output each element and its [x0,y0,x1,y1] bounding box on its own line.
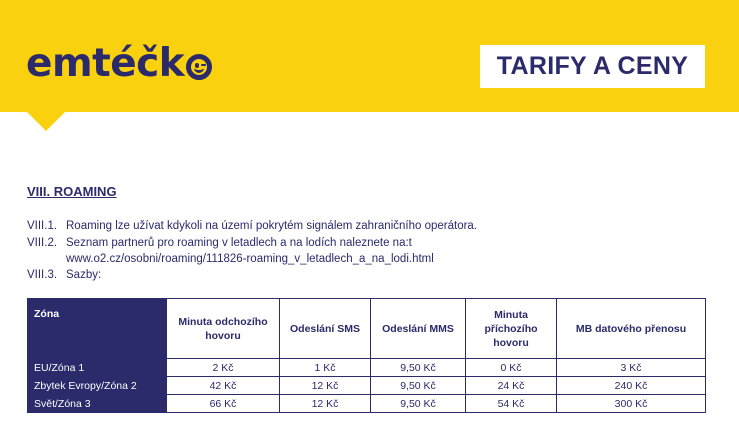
rate-cell: 1 Kč [280,359,371,377]
table-header-row [28,299,706,359]
rate-cell: 2 Kč [167,359,280,377]
smiley-icon [186,54,212,80]
paragraph-text: Seznam partnerů pro roaming v letadlech a na lodích naleznete na:t [66,237,412,249]
emtecko-logo [26,41,212,86]
paragraph-text: Roaming lze užívat kdykoli na území pokrytém signálem zahraničního operátora. [66,220,478,232]
rate-cell: 9,50 Kč [371,395,466,413]
rate-cell: 24 Kč [466,377,557,395]
rate-cell: 12 Kč [280,395,371,413]
zone-cell: Zbytek Evropy/Zóna 2 [28,377,167,395]
table-row [28,359,706,377]
banner-notch [27,112,65,131]
column-header-sms: Odeslání SMS [280,299,371,359]
rate-cell: 12 Kč [280,377,371,395]
rate-cell: 3 Kč [557,359,706,377]
paragraph-text: Sazby: [66,269,102,281]
table-row [28,377,706,395]
paragraph-number: VIII.2. [27,237,58,249]
column-header-mms: Odeslání MMS [371,299,466,359]
rate-cell: 66 Kč [167,395,280,413]
rate-cell: 9,50 Kč [371,359,466,377]
paragraph-number: VIII.3. [27,269,58,281]
rate-cell: 240 Kč [557,377,706,395]
rate-cell: 0 Kč [466,359,557,377]
section-heading: VIII. ROAMING [27,184,117,199]
logo-text: emtéčk [26,41,185,86]
rate-cell: 9,50 Kč [371,377,466,395]
roaming-partners-link[interactable]: www.o2.cz/osobni/roaming/111826-roaming_v_letadlech_a_na_lodi.html [66,253,434,265]
column-header-incoming-call: Minuta příchozího hovoru [466,299,557,359]
zone-cell: EU/Zóna 1 [28,359,167,377]
roaming-rates-table [27,298,706,413]
page-title-box [480,45,705,88]
column-header-data-mb: MB datového přenosu [557,299,706,359]
paragraph-number: VIII.1. [27,220,58,232]
column-header-zone: Zóna [28,299,167,359]
column-header-outgoing-call: Minuta odchozího hovoru [167,299,280,359]
paragraph-viii-1 [27,221,477,233]
table-row [28,395,706,413]
rate-cell: 300 Kč [557,395,706,413]
rate-cell: 54 Kč [466,395,557,413]
paragraph-viii-3 [27,270,101,282]
rate-cell: 42 Kč [167,377,280,395]
paragraph-viii-2 [27,238,412,250]
page-title: TARIFY A CENY [496,52,689,80]
zone-cell: Svět/Zóna 3 [28,395,167,413]
